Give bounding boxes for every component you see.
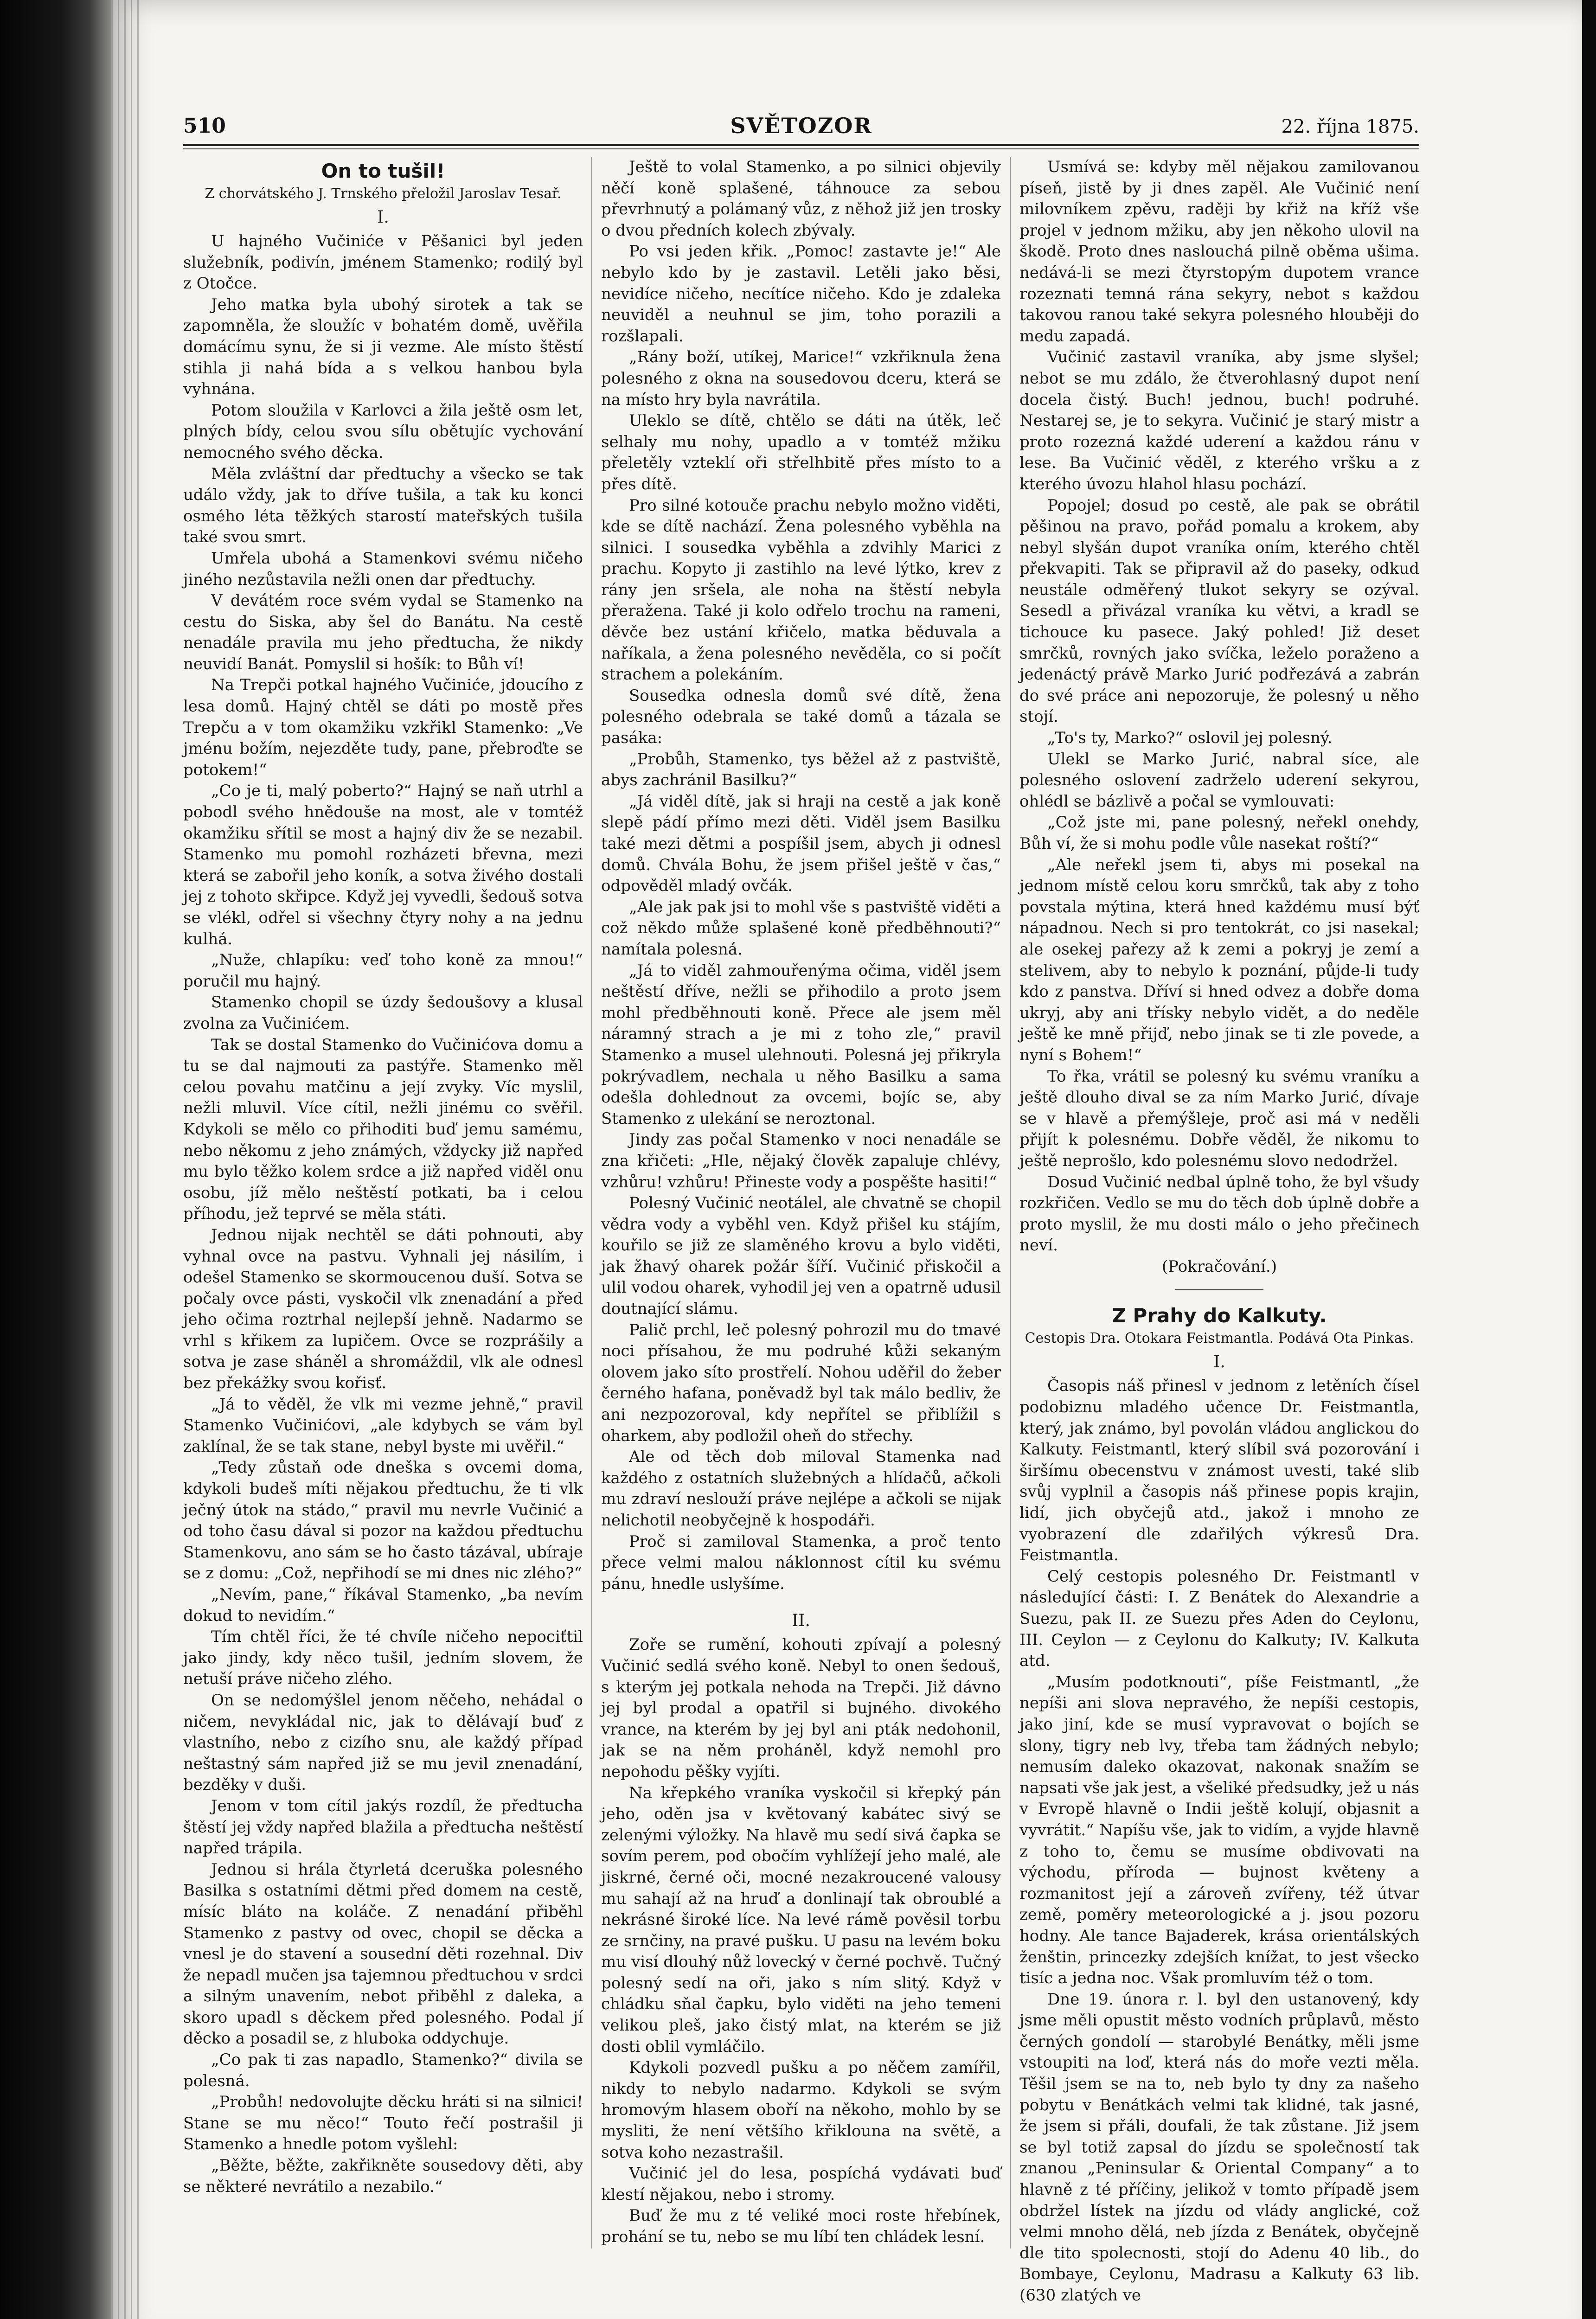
paragraph: Pro silné kotouče prachu nebylo možno viděti, kde se dítě nachází. Žena polesného vyběhla na silnici. I sousedka vyběhla a zdvihly Marici z prachu. Kopyto ji zastihlo na levé lýtko, krev z rány jen sršela, ale noha na štěstí nebyla přeražena. Také ji kolo odřelo trochu na rameni, děvče bez ustání křičelo, matka běduvala a naříkala, a žena polesného nevěděla, co si počít strachem a polekáním. — [601, 496, 1001, 684]
article-byline: Z chorvátského J. Trnského přeložil Jaroslav Tesař. — [205, 186, 562, 202]
paragraph: Jindy zas počal Stamenko v noci nenadále se zna křičeti: „Hle, nějaký člověk zapaluje chlévy, vzhůru! vzhůru! Přineste vody a pospěšte hasiti!“ — [601, 1130, 1001, 1192]
paragraph: „Nuže, chlapíku: veď toho koně za mnou!“ poručil mu hajný. — [183, 951, 583, 991]
paragraph: On se nedomýšlel jenom něčeho, nehádal o ničem, nevykládal nic, jak to dělávají buď z vlastního, nebo z cizího snu, ale každý případ neštastný sám napřed již se mu jevil znenadání, bezděky v duši. — [183, 1691, 583, 1794]
article-title: Z Prahy do Kalkuty. — [1112, 1304, 1327, 1327]
paragraph: Vučinić zastavil vraníka, aby jsme slyšel; nebot se mu zdálo, že čtverohlasný dupot není docela čistý. Buch! jednou, buch! podruhé. Nestarej se, je to sekyra. Vučinić je starý mistr a proto rozezná každé uderení a každou ránu v lese. Ba Vučinić věděl, z kterého vršku a z kterého úvozu hlahol hlasu pochází. — [1019, 348, 1419, 493]
paragraph: Popojel; dosud po cestě, ale pak se obrátil pěšinou na pravo, pořád pomalu a krokem, aby nebyl slyšán dupot vraníka oním, kterého chtěl překvapiti. Tak se připravil až do paseky, odkud neustále odměřený tlukot sekyry se ozýval. Sesedl a přivázal vraníka ku větvi, a kradl se tichouce ku pasece. Jaký pohled! Již deset smrčků, rovných jako svíčka, leželo poraženo a jedenáctý právě Marko Jurić podřezává a zabrán do své práce ani nepozoruje, že polesný u něho stojí. — [1019, 496, 1419, 726]
paragraph: Uleklo se dítě, chtělo se dáti na útěk, leč selhaly mu nohy, upadlo a v tomtéž mžiku přeletěly vzteklí oři střelhbitě přes místo to a přes dítě. — [601, 411, 1001, 493]
scan-dark-edge-right — [1582, 0, 1596, 2319]
paragraph: Na křepkého vraníka vyskočil si křepký pán jeho, oděn jsa v květovaný kabátec sivý se zelenými výložky. Na hlavě mu sedí sivá čapka se sovím perem, pod obočím vyhlížejí jeho malé, ale jiskrné, černé oči, mocné nezakroucené valousy mu sahají až na hruď a donlinají tak obroublé a nekrásné široké líce. Na levé rámě pověsil torbu ze srnčiny, na pravé pušku. U pasu na levém boku mu visí dlouhý nůž lovecký v černé pochvě. Tučný polesný sedí na oři, jako s ním slitý. Když v chládku sňal čapku, bylo viděti na jeho temeni velikou pleš, jako čistý mlat, na kterém se již dosti oblil vymláčilo. — [601, 1783, 1001, 2056]
paragraph: Tím chtěl říci, že té chvíle ničeho nepociťtil jako jindy, kdy něco tušil, jedním slovem, že netuší práve ničeho zlého. — [183, 1627, 583, 1689]
paragraph: Usmívá se: kdyby měl nějakou zamilovanou píseň, jistě by ji dnes zapěl. Ale Vučinić není milovníkem zpěvu, raději by křiž na kříž vše projel v jednom mžiku, aby jen někoho ulovil na škodě. Proto dnes naslouchá pilně oběma ušima. nedává-li se mezi čtyrstopým dupotem vrance rozeznati temná rána sekyry, nebot s každou takovou ranou také sekyra polesného hlouběji do medu zapadá. — [1019, 158, 1419, 346]
header-rule-thin — [183, 148, 1419, 149]
paragraph: Dosud Vučinić nedbal úplně toho, že byl všudy rozkřičen. Vedlo se mu do těch dob úplně dobře a proto myslil, že mu dosti málo o jeho přečinech neví. — [1019, 1172, 1419, 1255]
paragraph: Palič prchl, leč polesný pohrozil mu do tmavé noci přísahou, že mu podruhé kůži sekaným olovem jako síto prostřelí. Nohou uděřil do žeber černého hafana, poněvadž byl tak málo bedliv, že ani nezpozoroval, kdy nepřítel se přiblížil s oharkem, aby podložil oheň do střechy. — [601, 1320, 1001, 1445]
paragraph: Proč si zamiloval Stamenka, a proč tento přece velmi malou náklonnost cítil ku svému pánu, hnedle uslyšíme. — [601, 1532, 1001, 1593]
paragraph: Umřela ubohá a Stamenkovi svému ničeho jiného nezůstavila nežli onen dar předtuchy. — [183, 549, 583, 589]
paragraph: Ještě to volal Stamenko, a po silnici objevily něčí koně splašené, táhnouce za sebou převrhnutý a polámaný vůz, z něhož již jen trosky o dvou předních kolech zbývaly. — [601, 158, 1001, 240]
header-rule — [183, 144, 1419, 146]
paragraph: „Ale jak pak jsi to mohl vše s pastviště viděti a což někdo může splašené koně předběhnouti?“ namítala polesná. — [601, 897, 1001, 959]
paragraph: Po vsi jeden křik. „Pomoc! zastavte je!“ Ale nebylo kdo by je zastavil. Letěli jako běsi, nevidíce ničeho, necítíce ničeho. Kdo je zdaleka neuviděl a neuhnul se jim, toho porazili a rozšlapali. — [601, 242, 1001, 346]
paragraph: U hajného Vučiniće v Pěšanici byl jeden služebník, podivín, jménem Stamenko; rodilý byl z Otočce. — [183, 232, 583, 293]
column-separator — [1010, 157, 1011, 2249]
paragraph: „Běžte, běžte, zakřikněte sousedovy děti, aby se některé nevrátilo a nezabilo.“ — [183, 2156, 583, 2196]
paragraph: „Já viděl dítě, jak si hraji na cestě a jak koně slepě pádí přímo mezi děti. Viděl jsem Basilku také mezi dětmi a pospíšil jsem, abych ji odnesl domů. Chvála Bohu, že jsem přišel ještě v čas,“ odpověděl mladý ovčák. — [601, 792, 1001, 896]
paragraph: Tak se dostal Stamenko do Vučinićova domu a tu se dal najmouti za pastýře. Stamenko měl celou povahu matčinu a její zvyky. Víc myslil, nežli mluvil. Více cítil, nežli jinému co svěřil. Kdykoli se mělo co přihoditi buď jemu samému, nebo někomu z jeho známých, vždycky již napřed mu bylo těžko kolem srdce a již napřed viděl onu osobu, jíž mělo neštěstí potkati, ba i celou příhodu, jež teprvé se měla státi. — [183, 1035, 583, 1224]
paragraph: Jeho matka byla ubohý sirotek a tak se zapomněla, že sloužíc v bohatém domě, uvěřila domácímu synu, že si ji vezme. Ale místo štěstí stihla ji nahá bída a s velkou hanbou byla vyhnána. — [183, 295, 583, 399]
page-number: 510 — [183, 114, 226, 138]
paragraph: „Já to věděl, že vlk mi vezme jehně,“ pravil Stamenko Vučinićovi, „ale kdybych se vám byl zaklínal, že se tak stane, nebyl byste mi uvěřil.“ — [183, 1395, 583, 1456]
paragraph: V devátém roce svém vydal se Stamenko na cestu do Siska, aby šel do Banátu. Na cestě nenadále pravila mu jeho předtucha, že nikdy neuvidí Banát. Pomyslil si hošík: to Bůh ví! — [183, 591, 583, 673]
column-2-body-chapter2 — [601, 1634, 1001, 2248]
column-3-body — [1019, 157, 1419, 1277]
paragraph: „Nevím, pane,“ říkával Stamenko, „ba nevím dokud to nevidím.“ — [183, 1585, 583, 1625]
column-3 — [1019, 157, 1419, 2305]
binding-lines — [111, 0, 139, 2319]
paragraph: Celý cestopis polesného Dr. Feistmantl v následující části: I. Z Benátek do Alexandrie a Suezu, pak II. ze Suezu přes Aden do Ceylonu, III. Ceylon — z Ceylonu do Kalkuty; IV. Kalkuta atd. — [1019, 1567, 1419, 1671]
paragraph: Měla zvláštní dar předtuchy a všecko se tak událo vždy, jak to dříve tušila, a tak ku konci osmého léta těžkých starostí mateřských tušila také svou smrt. — [183, 464, 583, 547]
paragraph: „Musím podotknouti“, píše Feistmantl, „že nepíši ani slova nepravého, že nepíši cestopis, jako jiní, kde se musí vypravovat o bojích se slony, tigry neb lvy, třeba tam žádných nebylo; nemusím daleko okazovat, nakonak snažím se napsati vše jak jest, a všeliké předsudky, jež u nás v Evropě hlavně o Indii ještě kolují, objasnit a vyvrátit.“ Napíšu vše, jak to vidím, a vyjde hlavně z toho to, čemu se musíme obdivovati na východu, příroda — bujnost květeny a rozmanitost její a zároveň zvířeny, též útvar země, poměry meteorologické a j. jsou pozoru hodny. Ale tance Bajaderek, krása orientálských ženštin, princezky zdejších knížat, to jest všecko tisíc a jedna noc. Však promluvím též o tom. — [1019, 1672, 1419, 1988]
paragraph: „To's ty, Marko?“ oslovil jej polesný. — [1047, 729, 1333, 748]
paragraph: Ulekl se Marko Jurić, nabral síce, ale polesného oslovení zadrželo uderení sekyrou, ohlédl se bázlivě a počal se vymlouvati: — [1019, 750, 1419, 811]
paragraph: Sousedka odnesla domů své dítě, žena polesného odebrala se také domů a tázala se pasáka: — [601, 686, 1001, 748]
paragraph: To řka, vrátil se polesný ku svému vraníku a ještě dlouho dival se za ním Marko Jurić, dívaje se v hlavě a přemýšleje, proč asi má v neděli přijít k polesnému. Dobře věděl, že nikomu to ještě neprošlo, kdo polesnému slovo nedodržel. — [1019, 1067, 1419, 1170]
paragraph: Polesný Vučinić neotálel, ale chvatně se chopil vědra vody a vyběhl ven. Když přišel ku stájím, kouřilo se již ze slaměného krovu a bylo viděti, jak žhavý oharek požár šíří. Vučinić přiskočil a ulil vodou oharek, vyhodil jej ven a opatrně udusil doutnající slámu. — [601, 1194, 1001, 1319]
column-3-body-article2 — [1019, 1376, 1419, 2306]
article-divider — [1175, 1289, 1263, 1290]
paragraph: (Pokračování.) — [1161, 1257, 1277, 1276]
column-separator — [591, 157, 592, 2249]
article-byline: Cestopis Dra. Otokara Feistmantla. Podává Ota Pinkas. — [1025, 1330, 1414, 1347]
paragraph: Na Trepči potkal hajného Vučiniće, jdoucího z lesa domů. Hajný chtěl se dáti po mostě přes Trepču a v tom okamžiku vzkřikl Stamenko: „Ve jménu božím, nejezděte tudy, pane, přebroďte se potokem!“ — [183, 676, 583, 779]
column-2 — [601, 157, 1001, 2267]
chapter-heading: II. — [792, 1611, 810, 1631]
paragraph: Jenom v tom cítil jakýs rozdíl, že předtucha štěstí jej vždy napřed blažila a předtucha neštěstí napřed trápila. — [183, 1796, 583, 1858]
chapter-heading: I. — [377, 208, 389, 227]
paragraph: „Ale neřekl jsem ti, abys mi posekal na jednom místě celou koru smrčků, tak aby z toho povstala mýtina, která hned každému musí býť nápadnou. Nech si pro tentokrát, co jsi nasekal; ale osekej pařezy až k zemi a pokryj je zemí a stelivem, aby to nebylo k poznání, půjde-li tudy kdo z panstva. Dříví si hned odvez a dobře doma ukryj, aby ani třísky nebylo vidět, a do neděle ještě ke mně přijď, nebo jinak se ti zle povede, a nyní s Bohem!“ — [1019, 855, 1419, 1064]
paragraph: „Což jste mi, pane polesný, neřekl onehdy, Bůh ví, že si mohu podle vůle nasekat roští?“ — [1019, 813, 1419, 853]
paragraph: Buď že mu z té veliké moci roste hřebínek, prohání se tu, nebo se mu líbí ten chládek lesní. — [601, 2206, 1001, 2246]
column-2-body — [601, 157, 1001, 1595]
paragraph: Kdykoli pozvedl pušku a po něčem zamířil, nikdy to nebylo nadarmo. Kdykoli se svým hromovým hlasem oboří na někoho, mohlo by se mysliti, že není většího křiklouna na světě, a sotva koho nezastrašil. — [601, 2058, 1001, 2162]
paragraph: „Co pak ti zas napadlo, Stamenko?“ divila se polesná. — [183, 2050, 583, 2090]
article-title: On to tušil! — [321, 160, 445, 182]
column-1-body — [183, 231, 583, 2197]
paragraph: „Probůh! nedovolujte děcku hráti si na silnici! Stane se mu něco!“ Touto řečí postrašil ji Stamenko a hnedle potom vyšlehl: — [183, 2093, 583, 2154]
paragraph: Jednou nijak nechtěl se dáti pohnouti, aby vyhnal ovce na pastvu. Vyhnali jej násilím, i odešel Stamenko se skormoucenou duší. Sotva se počaly ovce pásti, vyskočil vlk znenadání a před jeho očima roztrhal nejlepší jehně. Nadarmo se vrhl s křikem za lupičem. Ovce se rozprášily a sotva je zase sháněl a shromáždil, vlk ale odnesl bez překážky svou kořisť. — [183, 1225, 583, 1393]
paragraph: Stamenko chopil se úzdy šedoušovy a klusal zvolna za Vučinićem. — [183, 993, 583, 1033]
chapter-heading: I. — [1213, 1352, 1225, 1372]
running-head — [183, 110, 1419, 147]
paragraph: Zoře se rumění, kohouti zpívají a polesný Vučinić sedlá svého koně. Nebyl to onen šedouš, s kterým jej potkala nehoda na Trepči. Již dávno jej byl prodal a opatřil si bujného. divokého vrance, na kterém by jej byl ani pták nedohonil, jak se na něm proháněl, když nemohl pro nepohodu pěšky vyjíti. — [601, 1635, 1001, 1781]
column-1 — [183, 157, 583, 2267]
paragraph: Potom sloužila v Karlovci a žila ještě osm let, plných bídy, celou svou sílu obětujíc vychování nemocného svého děcka. — [183, 401, 583, 462]
paragraph: „Já to viděl zahmouřenýma očima, viděl jsem neštěstí dříve, nežli se přihodilo a proto jsem mohl předběhnouti koně. Přece ale jsem měl náramný strach a je mi z toho zle,“ pravil Stamenko a musel ulehnouti. Polesná jej přikryla pokrývadlem, nechala u něho Basilku a sama odešla dohlednout za ovcemi, bojíc se, aby Stamenko z ulekání se neroztonal. — [601, 961, 1001, 1128]
issue-date: 22. října 1875. — [1281, 116, 1419, 137]
paragraph: „Rány boží, utíkej, Marice!“ vzkřiknula žena polesného z okna na sousedovou dceru, která se na místo hry byla navrátila. — [601, 348, 1001, 409]
scan-dark-edge-left — [0, 0, 111, 2319]
paragraph: Ale od těch dob miloval Stamenka nad každého z ostatních služebných a hlídačů, ačkoli mu zdraví neslouží práve nejlépe a ačkoli se nijak nelichotil neobyčejně k hospodáři. — [601, 1448, 1001, 1530]
paragraph: Jednou si hrála čtyrletá dceruška polesného Basilka s ostatními dětmi před domem na cestě, mísíc bláto na koláče. Z nenadání přiběhl Stamenko z pastvy od ovec, chopil se děcka a vnesl je do stavení a sousední děti rozehnal. Div že nepadl mučen jsa tajemnou předtuchou v srdci a silným unavením, nebot přiběhl z daleka, a skoro upadl s děckem před polesného. Podal jí děcko a posadil se, z hluboka oddychuje. — [183, 1860, 583, 2048]
paragraph: Časopis náš přinesl v jednom z letěních čísel podobiznu mladého učence Dr. Feistmantla, který, jak známo, byl povolán vládou anglickou do Kalkuty. Feistmantl, který slíbil svá pozorování i širšímu obecenstvu v známost uvesti, také slib svůj vyplnil a časopis náš přinese popis krajin, lidí, jich obyčejů atd., jakož i mnoho ze vyobrazení dle zdařilých výkresů Dra. Feistmantla. — [1019, 1377, 1419, 1565]
magazine-title: SVĚTOZOR — [730, 113, 872, 138]
paragraph: „Co je ti, malý poberto?“ Hajný se naň utrhl a pobodl svého hnědouše na most, ale v tomtéž okamžiku sřítil se most a hajný div že se nezabil. Stamenko mu pomohl rozházeti břevna, mezi která se zabořil jeho koník, a sotva živého dostali jej z tohoto skřipce. Když jej vyvedli, šedouš sotva se vlékl, odřel si všechny čtyry nohy a na jednu kulhá. — [183, 782, 583, 948]
paragraph: „Tedy zůstaň ode dneška s ovcemi doma, kdykoli budeš míti nějakou předtuchu, že ti vlk ječný útok na stádo,“ pravil mu nevrle Vučinić a od toho času dával si pozor na každou předtuchu Stamenkovu, ano sám se ho často tázával, ubíraje se z domu: „Což, nepřihodí se mi dnes nic zlého?“ — [183, 1458, 583, 1583]
paragraph: Dne 19. února r. l. byl den ustanovený, kdy jsme měli opustit město vodních průplavů, město černých gondolí — starobylé Benátky, měli jsme vstoupiti na loď, která nás do moře vezti měla. Těšil jsem se na to, neb bylo ty dny za našeho pobytu v Benátkách velmi tak klidné, tak jasné, že jsem si přáli, doufali, že tak zůstane. Již jsem se byl totiž zapsal do jízdu se společností tak znanou „Peninsular & Oriental Company“ a to hlavně z té příčiny, jelikož v tomto případě jsem obdržel lístek na jízdu od vlády anglické, což velmi mnoho dělá, neb jízda z Benátek, obyčejně dle tito spolecnosti, stojí do Adenu 40 lib., do Bombaye, Ceylonu, Madrasu a Kalkuty 63 lib. (630 zlatých ve — [1019, 1990, 1419, 2305]
paragraph: Vučinić jel do lesa, pospíchá vydávati buď klestí nějakou, nebo i stromy. — [601, 2164, 1001, 2204]
paragraph: „Probůh, Stamenko, tys běžel až z pastviště, abys zachránil Basilku?“ — [601, 750, 1001, 790]
